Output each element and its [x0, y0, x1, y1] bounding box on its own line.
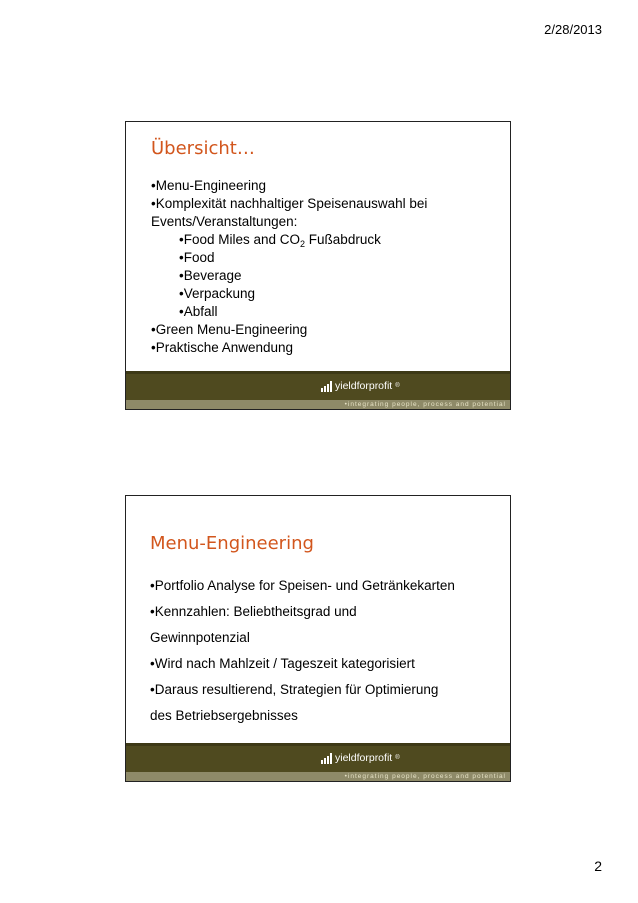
brand-logo [321, 380, 400, 392]
print-date: 2/28/2013 [544, 22, 602, 37]
tagline: •integrating people, process and potential [344, 773, 506, 780]
sub-bullet-item: •Verpackung [179, 286, 256, 301]
logo-text: yieldforprofit [335, 752, 393, 764]
bullet-item: Events/Veranstaltungen: [151, 214, 298, 229]
sub-bullet-item: •Abfall [179, 304, 218, 319]
bullet-item: •Green Menu-Engineering [151, 322, 308, 337]
slide-title: Übersicht… [151, 138, 255, 159]
sub-bullet-item: •Food [179, 250, 215, 265]
sub-bullet-text-suffix: Fußabdruck [305, 232, 381, 247]
registered-mark: ® [395, 383, 400, 389]
bullet-list [150, 573, 455, 729]
bullet-item: •Kennzahlen: Beliebtheitsgrad und [150, 604, 357, 619]
tagline: •integrating people, process and potential [344, 401, 506, 408]
logo-text: yieldforprofit [335, 380, 393, 392]
slide-overview [125, 121, 511, 410]
sub-bullet-text: •Food Miles and CO [179, 232, 301, 247]
brand-logo [321, 752, 400, 764]
page-number: 2 [594, 858, 602, 874]
slide-menu-engineering [125, 495, 511, 782]
bullet-item: •Menu-Engineering [151, 178, 267, 193]
bullet-item: Gewinnpotenzial [150, 630, 250, 645]
bullet-item: •Portfolio Analyse for Speisen- und Getränkekarten [150, 578, 455, 593]
bullet-item: des Betriebsergebnisses [150, 708, 298, 723]
sub-bullet-item: •Beverage [179, 268, 242, 283]
logo-bars-icon [321, 753, 332, 764]
slide-footer [126, 371, 510, 409]
bullet-item: •Wird nach Mahlzeit / Tageszeit kategorisiert [150, 656, 415, 671]
bullet-list [151, 177, 427, 357]
footer-strip [126, 400, 510, 409]
slide-title: Menu-Engineering [150, 533, 314, 554]
logo-bars-icon [321, 381, 332, 392]
subscript-2: 2 [300, 239, 306, 249]
sub-bullet-item [151, 231, 427, 249]
bullet-item: •Daraus resultierend, Strategien für Optimierung [150, 682, 439, 697]
footer-strip [126, 772, 510, 781]
registered-mark: ® [395, 755, 400, 761]
bullet-item: •Praktische Anwendung [151, 340, 294, 355]
slide-footer [126, 743, 510, 781]
bullet-item: •Komplexität nachhaltiger Speisenauswahl bei [151, 196, 428, 211]
